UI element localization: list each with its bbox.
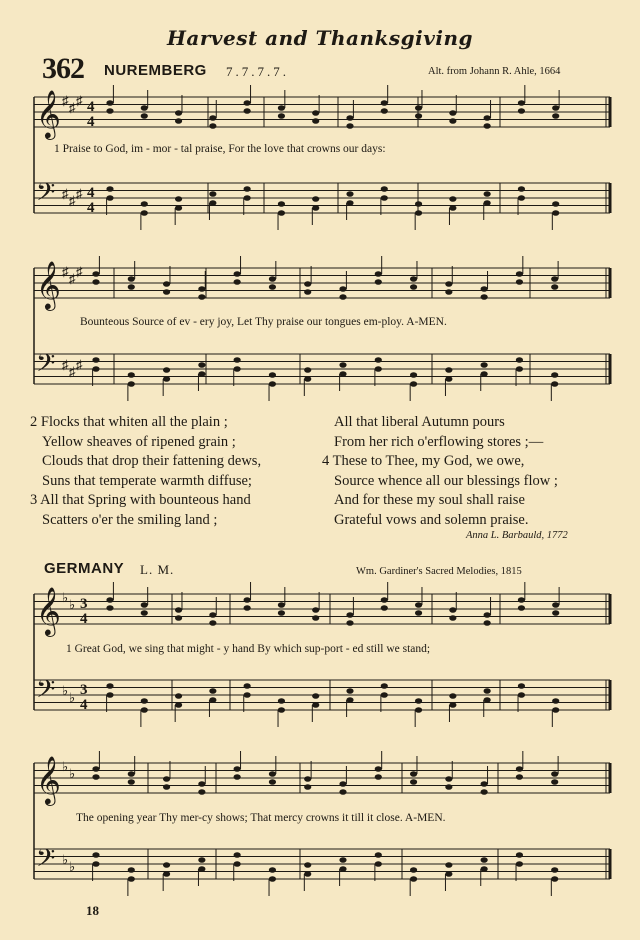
note-head [106, 108, 113, 114]
note-head [106, 100, 113, 106]
note-head [106, 597, 113, 603]
note-head [106, 195, 113, 201]
note-head [381, 186, 388, 192]
note-head [375, 366, 382, 372]
note-head [106, 186, 113, 192]
key-signature-icon: ♯ [76, 357, 83, 372]
verse-line: From her rich o'erflowing stores ;— [334, 433, 544, 450]
page-number: 18 [86, 903, 99, 918]
time-signature-icon: 4 [87, 99, 95, 115]
note-head [244, 683, 251, 689]
verse-line: Scatters o'er the smiling land ; [42, 511, 218, 528]
tune-name-germany: GERMANY [44, 560, 125, 577]
note-head [128, 381, 135, 387]
note-head [312, 196, 319, 202]
note-head [234, 861, 241, 867]
note-head [198, 781, 205, 787]
key-signature-icon: ♭ [69, 859, 76, 874]
note-head [304, 776, 311, 782]
note-head [92, 766, 99, 772]
note-head [234, 774, 241, 780]
note-head [198, 294, 205, 300]
note-head [339, 371, 346, 377]
verse-line: 4 These to Thee, my God, we owe, [322, 453, 525, 469]
note-head [516, 774, 523, 780]
note-head [449, 693, 456, 699]
note-head [445, 376, 452, 382]
note-head [312, 110, 319, 116]
note-head [481, 857, 488, 863]
note-head [269, 276, 276, 282]
key-signature-icon: ♭ [69, 766, 76, 781]
note-head [484, 697, 491, 703]
note-head [163, 784, 170, 790]
note-head [552, 201, 559, 207]
verses-left-column [30, 413, 261, 530]
note-head [445, 784, 452, 790]
note-head [445, 289, 452, 295]
lyrics-line: The opening year Thy mer-cy shows; That mercy crowns it till it close. A-MEN. [76, 812, 446, 824]
verse-line: Clouds that drop their fattening dews, [42, 453, 262, 469]
note-head [481, 294, 488, 300]
note-head [375, 271, 382, 277]
note-head [198, 362, 205, 368]
note-head [449, 118, 456, 124]
treble-clef-icon: 𝄞 [36, 755, 61, 804]
note-head [346, 612, 353, 618]
note-head [269, 381, 276, 387]
key-signature-icon: ♯ [69, 271, 76, 286]
note-head [209, 612, 216, 618]
note-head [346, 115, 353, 121]
note-head [551, 372, 558, 378]
verse-line: All that liberal Autumn pours [334, 414, 505, 430]
note-head [551, 771, 558, 777]
note-head [128, 372, 135, 378]
note-head [410, 771, 417, 777]
note-head [175, 110, 182, 116]
note-head [278, 707, 285, 713]
note-head [244, 186, 251, 192]
note-head [484, 200, 491, 206]
note-head [552, 698, 559, 704]
note-head [339, 294, 346, 300]
note-head [381, 605, 388, 611]
note-head [175, 196, 182, 202]
note-head [381, 195, 388, 201]
note-head [339, 362, 346, 368]
note-head [141, 698, 148, 704]
time-signature-icon: 3 [80, 596, 88, 612]
key-signature-icon: ♯ [69, 364, 76, 379]
lyrics-line: 1 Praise to God, im - mor - tal praise, For the love that crowns our days: [54, 143, 386, 155]
note-head [481, 781, 488, 787]
verse-line: 2 Flocks that whiten all the plain ; [30, 414, 228, 430]
note-head [339, 857, 346, 863]
key-signature-icon: ♭ [69, 597, 76, 612]
lyrics-line: Bounteous Source of ev - ery joy, Let Thy praise our tongues em-ploy. A-MEN. [80, 316, 447, 328]
note-head [481, 362, 488, 368]
note-head [410, 372, 417, 378]
note-head [209, 115, 216, 121]
note-head [278, 113, 285, 119]
note-head [163, 376, 170, 382]
key-signature-icon: ♭ [69, 690, 76, 705]
note-head [209, 688, 216, 694]
note-head [278, 105, 285, 111]
note-head [551, 779, 558, 785]
note-head [278, 698, 285, 704]
note-head [198, 789, 205, 795]
verse-line: Source whence all our blessings flow ; [334, 472, 558, 489]
note-head [415, 707, 422, 713]
note-head [518, 195, 525, 201]
key-signature-icon: ♭ [62, 683, 69, 698]
key-signature-icon: ♯ [62, 264, 69, 279]
key-signature-icon: ♯ [76, 264, 83, 279]
note-head [163, 289, 170, 295]
time-signature-icon: 3 [80, 682, 88, 698]
note-head [278, 602, 285, 608]
note-head [516, 271, 523, 277]
key-signature-icon: ♯ [69, 100, 76, 115]
note-head [410, 779, 417, 785]
note-head [481, 371, 488, 377]
note-head [92, 366, 99, 372]
treble-clef-icon: 𝄞 [36, 260, 61, 309]
note-head [445, 367, 452, 373]
note-head [484, 688, 491, 694]
note-head [92, 271, 99, 277]
note-head [304, 376, 311, 382]
note-head [304, 289, 311, 295]
note-head [269, 779, 276, 785]
note-head [244, 605, 251, 611]
note-head [278, 201, 285, 207]
note-head [209, 697, 216, 703]
note-head [375, 861, 382, 867]
note-head [141, 610, 148, 616]
note-head [375, 357, 382, 363]
note-head [518, 186, 525, 192]
time-signature-icon: 4 [80, 611, 88, 627]
note-head [269, 876, 276, 882]
note-head [312, 615, 319, 621]
note-head [381, 100, 388, 106]
note-head [484, 123, 491, 129]
note-head [106, 683, 113, 689]
note-head [106, 605, 113, 611]
note-head [410, 284, 417, 290]
note-head [269, 771, 276, 777]
note-head [269, 284, 276, 290]
note-head [518, 108, 525, 114]
note-head [234, 357, 241, 363]
note-head [481, 286, 488, 292]
note-head [339, 866, 346, 872]
note-head [339, 789, 346, 795]
note-head [410, 276, 417, 282]
bass-clef-icon: 𝄢 [36, 844, 56, 879]
note-head [339, 286, 346, 292]
note-head [381, 683, 388, 689]
note-head [244, 597, 251, 603]
note-head [484, 612, 491, 618]
hymn-number: 362 [42, 52, 84, 85]
note-head [128, 284, 135, 290]
note-head [304, 281, 311, 287]
key-signature-icon: ♯ [76, 186, 83, 201]
note-head [410, 381, 417, 387]
note-head [346, 697, 353, 703]
note-head [415, 201, 422, 207]
note-head [312, 118, 319, 124]
key-signature-icon: ♯ [62, 357, 69, 372]
note-head [198, 857, 205, 863]
key-signature-icon: ♭ [62, 759, 69, 774]
note-head [312, 693, 319, 699]
meter: L. M. [140, 562, 175, 577]
note-head [552, 602, 559, 608]
note-head [518, 692, 525, 698]
note-head [410, 876, 417, 882]
note-head [375, 852, 382, 858]
note-head [518, 100, 525, 106]
note-head [375, 279, 382, 285]
note-head [163, 862, 170, 868]
note-head [449, 607, 456, 613]
note-head [449, 110, 456, 116]
note-head [304, 784, 311, 790]
note-head [128, 779, 135, 785]
note-head [141, 707, 148, 713]
note-head [312, 702, 319, 708]
note-head [234, 271, 241, 277]
time-signature-icon: 4 [87, 185, 95, 201]
note-head [141, 201, 148, 207]
note-head [516, 279, 523, 285]
note-head [141, 602, 148, 608]
time-signature-icon: 4 [80, 697, 88, 713]
note-head [516, 357, 523, 363]
note-head [198, 866, 205, 872]
note-head [516, 366, 523, 372]
note-head [198, 286, 205, 292]
note-head [163, 281, 170, 287]
note-head [141, 210, 148, 216]
bass-clef-icon: 𝄢 [36, 178, 56, 213]
note-head [163, 776, 170, 782]
note-head [244, 100, 251, 106]
key-signature-icon: ♭ [62, 852, 69, 867]
author-attribution: Anna L. Barbauld, 1772 [466, 530, 568, 541]
note-head [449, 615, 456, 621]
note-head [551, 876, 558, 882]
note-head [209, 200, 216, 206]
note-head [415, 610, 422, 616]
note-head [92, 852, 99, 858]
note-head [92, 357, 99, 363]
note-head [551, 284, 558, 290]
lyrics-line: 1 Great God, we sing that might - y hand By which sup-port - ed still we stand; [66, 643, 431, 655]
note-head [346, 123, 353, 129]
key-signature-icon: ♯ [76, 93, 83, 108]
note-head [234, 766, 241, 772]
note-head [128, 276, 135, 282]
note-head [346, 620, 353, 626]
note-head [552, 610, 559, 616]
note-head [552, 707, 559, 713]
note-head [518, 597, 525, 603]
note-head [269, 372, 276, 378]
note-head [175, 607, 182, 613]
verse-line: 3 All that Spring with bounteous hand [30, 492, 251, 508]
note-head [445, 862, 452, 868]
note-head [244, 108, 251, 114]
note-head [551, 381, 558, 387]
note-head [449, 196, 456, 202]
verse-line: Yellow sheaves of ripened grain ; [42, 433, 236, 450]
note-head [552, 210, 559, 216]
note-head [481, 789, 488, 795]
note-head [381, 692, 388, 698]
note-head [552, 105, 559, 111]
composer-attribution: Wm. Gardiner's Sacred Melodies, 1815 [356, 566, 522, 577]
note-head [244, 692, 251, 698]
note-head [551, 867, 558, 873]
note-head [128, 876, 135, 882]
time-signature-icon: 4 [87, 200, 95, 216]
note-head [175, 205, 182, 211]
note-head [128, 867, 135, 873]
note-head [445, 281, 452, 287]
note-head [518, 683, 525, 689]
note-head [92, 279, 99, 285]
note-head [516, 766, 523, 772]
note-head [518, 605, 525, 611]
note-head [516, 861, 523, 867]
note-head [175, 693, 182, 699]
key-signature-icon: ♭ [62, 590, 69, 605]
verse-line: And for these my soul shall raise [334, 492, 525, 508]
note-head [92, 774, 99, 780]
note-head [312, 607, 319, 613]
verse-line: Suns that temperate warmth diffuse; [42, 472, 252, 489]
treble-clef-icon: 𝄞 [36, 586, 61, 635]
note-head [339, 781, 346, 787]
note-head [269, 867, 276, 873]
note-head [234, 852, 241, 858]
verse-line: Grateful vows and solemn praise. [334, 511, 529, 528]
note-head [175, 118, 182, 124]
note-head [209, 620, 216, 626]
note-head [92, 861, 99, 867]
note-head [278, 210, 285, 216]
note-head [304, 367, 311, 373]
key-signature-icon: ♯ [62, 186, 69, 201]
note-head [415, 210, 422, 216]
note-head [415, 602, 422, 608]
page-title: Harvest and Thanksgiving [166, 26, 473, 50]
treble-clef-icon: 𝄞 [36, 89, 61, 138]
note-head [198, 371, 205, 377]
note-head [234, 366, 241, 372]
note-head [163, 871, 170, 877]
note-head [128, 771, 135, 777]
note-head [234, 279, 241, 285]
note-head [175, 702, 182, 708]
note-head [415, 113, 422, 119]
note-head [278, 610, 285, 616]
note-head [415, 105, 422, 111]
note-head [163, 367, 170, 373]
note-head [209, 191, 216, 197]
note-head [481, 866, 488, 872]
note-head [445, 776, 452, 782]
time-signature-icon: 4 [87, 114, 95, 130]
tune-name-nuremberg: NUREMBERG [104, 62, 207, 79]
note-head [381, 108, 388, 114]
note-head [449, 205, 456, 211]
note-head [375, 774, 382, 780]
note-head [304, 862, 311, 868]
note-head [516, 852, 523, 858]
bass-clef-icon: 𝄢 [36, 349, 56, 384]
note-head [484, 620, 491, 626]
note-head [175, 615, 182, 621]
note-head [141, 113, 148, 119]
note-head [106, 692, 113, 698]
note-head [209, 123, 216, 129]
note-head [346, 688, 353, 694]
note-head [312, 205, 319, 211]
note-head [415, 698, 422, 704]
composer-attribution: Alt. from Johann R. Ahle, 1664 [428, 66, 561, 77]
note-head [375, 766, 382, 772]
note-head [551, 276, 558, 282]
key-signature-icon: ♯ [69, 193, 76, 208]
note-head [410, 867, 417, 873]
note-head [552, 113, 559, 119]
key-signature-icon: ♯ [62, 93, 69, 108]
note-head [449, 702, 456, 708]
note-head [304, 871, 311, 877]
note-head [244, 195, 251, 201]
bass-clef-icon: 𝄢 [36, 675, 56, 710]
note-head [445, 871, 452, 877]
meter: 7.7.7.7. [226, 64, 289, 79]
note-head [346, 191, 353, 197]
note-head [381, 597, 388, 603]
note-head [484, 115, 491, 121]
verses-right-column [322, 413, 558, 530]
note-head [141, 105, 148, 111]
note-head [484, 191, 491, 197]
note-head [346, 200, 353, 206]
